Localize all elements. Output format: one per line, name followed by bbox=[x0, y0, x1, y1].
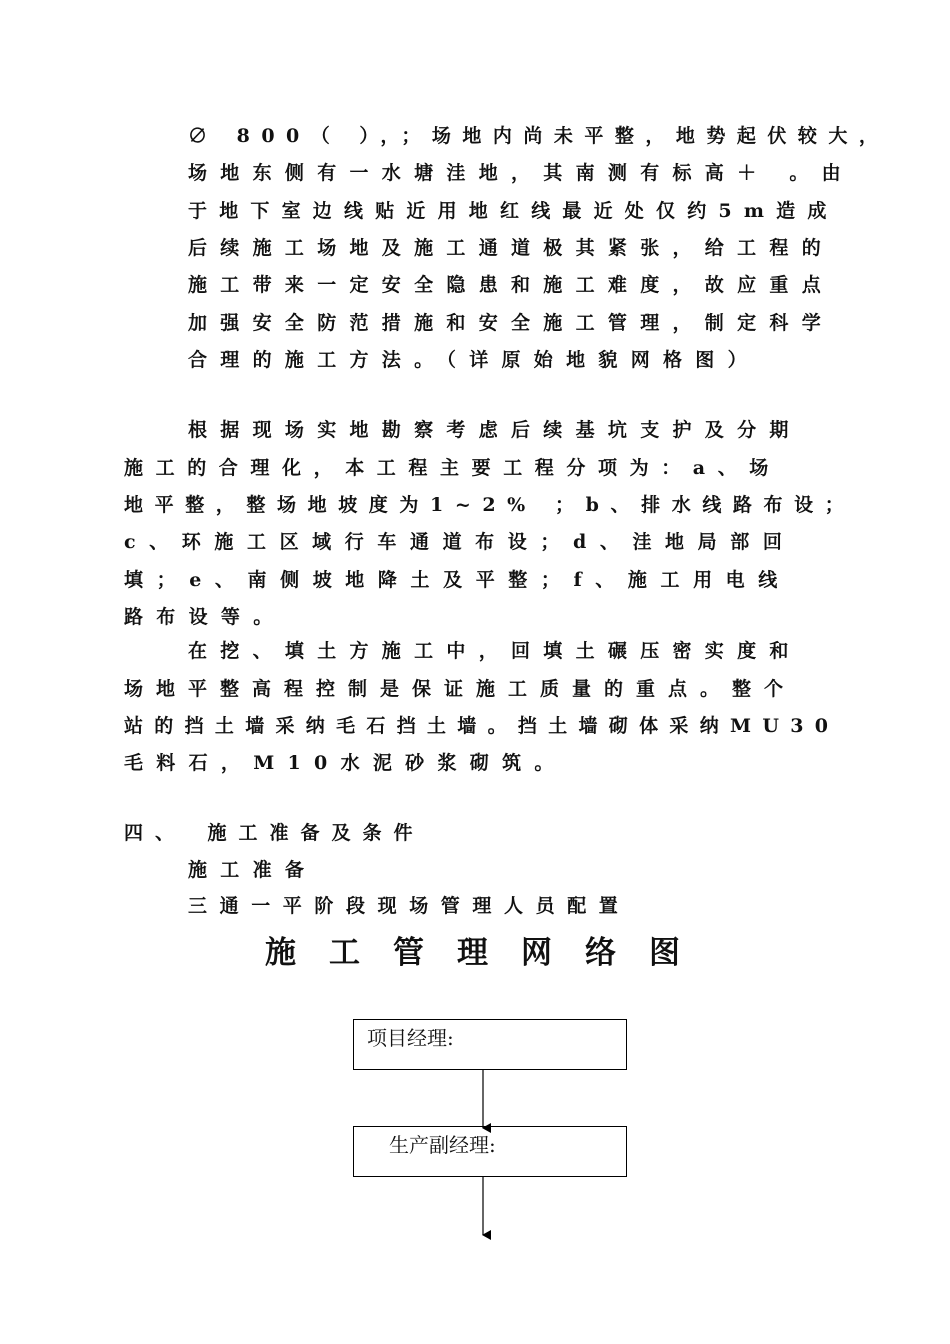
section-sub2: 三通一平阶段现场管理人员配置 bbox=[188, 895, 631, 917]
paragraph2-line-6: 路布设等。 bbox=[124, 606, 286, 628]
chart-title: 施工管理网络图 bbox=[265, 935, 713, 971]
paragraph1-line-6: 加强安全防范措施和安全施工管理，制定科学 bbox=[188, 312, 835, 334]
paragraph1-line-4: 后续施工场地及施工通道极其紧张，给工程的 bbox=[188, 237, 835, 259]
paragraph1-line-5: 施工带来一定安全隐患和施工难度，故应重点 bbox=[188, 274, 835, 296]
section-heading: 四、 施工准备及条件 bbox=[124, 822, 425, 844]
section-sub1: 施工准备 bbox=[188, 859, 318, 881]
paragraph1-line-3: 于地下室边线贴近用地红线最近处仅约5m造成 bbox=[188, 200, 839, 222]
paragraph3-line-2: 场地平整高程控制是保证施工质量的重点。整个 bbox=[124, 678, 797, 700]
paragraph3-line-3: 站的挡土墙采纳毛石挡土墙。挡土墙砌体采纳MU30 bbox=[124, 715, 840, 737]
paragraph3-line-4: 毛料石，M10水泥砂浆砌筑。 bbox=[124, 752, 567, 774]
paragraph2-line-1: 根据现场实地勘察考虑后续基坑支护及分期 bbox=[188, 419, 802, 441]
paragraph3-line-1: 在挖、填土方施工中，回填土碾压密实度和 bbox=[188, 640, 802, 662]
paragraph1-line-2: 场地东侧有一水塘洼地，其南测有标高＋ 。由 bbox=[188, 162, 854, 184]
project-manager-label: 项目经理: bbox=[367, 1026, 454, 1050]
paragraph2-line-4: c、环施工区域行车通道布设；d、洼地局部回 bbox=[124, 531, 796, 553]
paragraph2-line-3: 地平整，整场地坡度为1~2% ；b、排水线路布设； bbox=[124, 494, 856, 516]
paragraph1-line-1: ∅ 800（ ），；场地内尚未平整，地势起伏较大， bbox=[188, 125, 890, 147]
paragraph1-line-7: 合理的施工方法。（详原始地貌网格图） bbox=[188, 349, 760, 371]
production-deputy-manager-label: 生产副经理: bbox=[389, 1133, 496, 1157]
paragraph2-line-5: 填；e、南侧坡地降土及平整；f、施工用电线 bbox=[124, 569, 791, 591]
paragraph2-line-2: 施工的合理化，本工程主要工程分项为：a、场 bbox=[124, 457, 781, 479]
